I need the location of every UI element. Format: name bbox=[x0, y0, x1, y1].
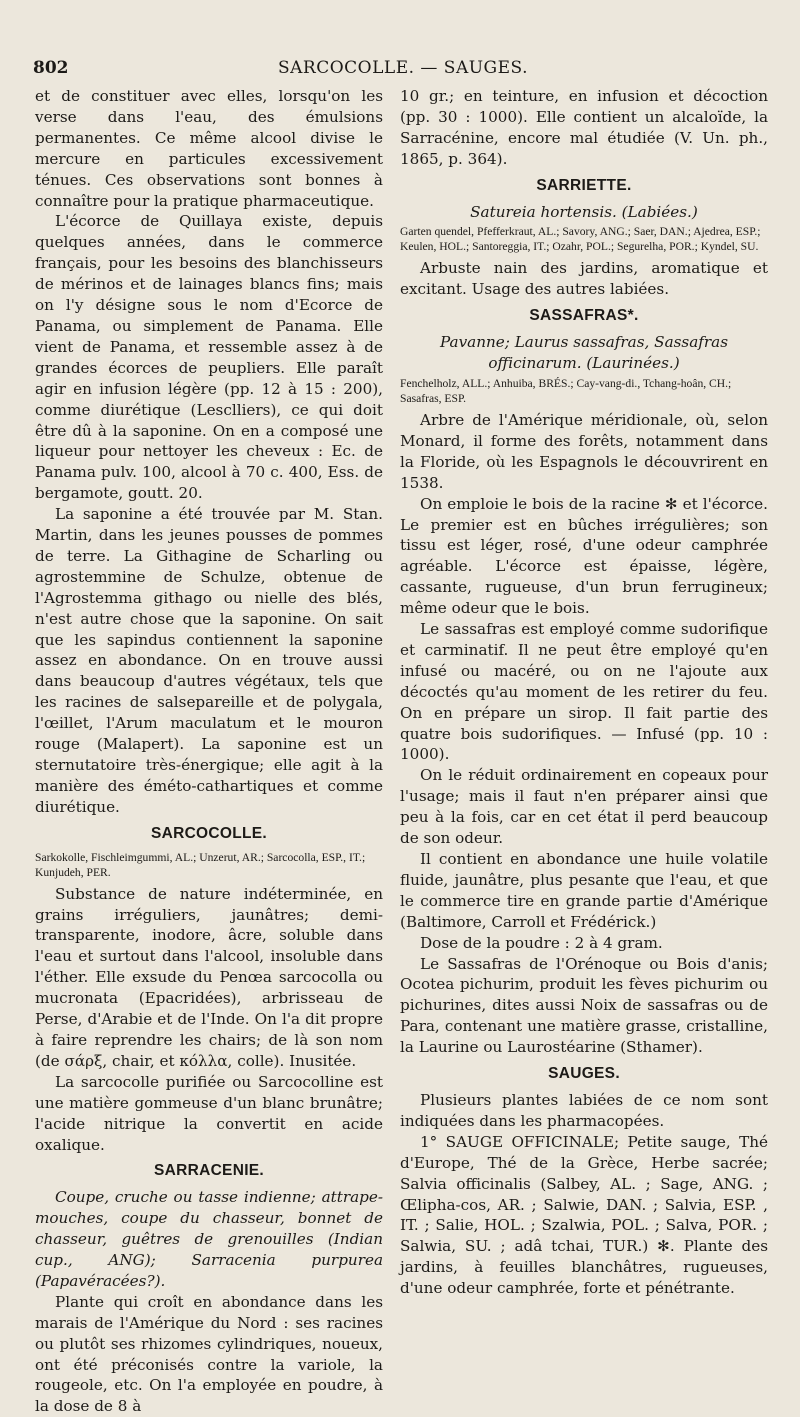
running-title: SARCOCOLLE. — SAUGES. bbox=[278, 58, 528, 78]
paragraph: 10 gr.; en teinture, en infusion et décoction (pp. 30 : 1000). Elle contient un alcaloïde, la Sarracénine, encore mal étudiée (V. Un. ph., 1865, p. 364). bbox=[400, 87, 768, 168]
paragraph: Plante qui croît en abondance dans les marais de l'Amérique du Nord : ses racines ou plutôt ses rhizomes cylindriques, noueux, ont été préconisés contre la variole, la rougeole, etc. On l'a employée en poudre, à la dose de 8 à bbox=[35, 1292, 383, 1416]
section-heading-sarriette: SARRIETTE. bbox=[536, 176, 632, 194]
page-number: 802 bbox=[33, 58, 69, 78]
synonym-names: Garten quendel, Pfefferkraut, AL.; Savory, ANG.; Saer, DAN.; Ajedrea, ESP.; Keulen, HOL.; Santoreggia, IT.; Ozahr, POL.; Segurelha, POR.; Kyndel, SU. bbox=[400, 225, 761, 254]
paragraph: On emploie le bois de la racine ✻ et l'écorce. Le premier est en bûches irrégulières; son tissu est léger, rosé, d'une odeur camphrée agréable. L'écorce est épaisse, légère, cassante, rugueuse, d'un brun ferrugineux; même odeur que le bois. bbox=[400, 494, 768, 618]
paragraph: Dose de la poudre : 2 à 4 gram. bbox=[420, 933, 663, 952]
paragraph: L'écorce de Quillaya existe, depuis quelques années, dans le commerce français, pour les besoins des blanchisseurs de mérinos et de lainages blancs fins; mais on l'y désigne sous le nom d'Ecorce de Panama, ou simplement de Panama. Elle vient de Panama, et ressemble assez à de grandes écorces de peupliers. Elle paraît agir en infusion légère (pp. 12 à 15 : 200), comme diurétique (Lesclliers), ce qui doit être dû à la saponine. On en a composé une liqueur pour nettoyer les cheveux : Ec. de Panama pulv. 100, alcool à 70 c. 400, Ess. de bergamote, goutt. 20. bbox=[35, 212, 383, 503]
section-heading-sauges: SAUGES. bbox=[548, 1065, 620, 1083]
section-heading-sarracenie: SARRACENIE. bbox=[153, 1162, 265, 1180]
paragraph: Substance de nature indéterminée, en grains irréguliers, jaunâtres; demi-transparente, inodore, âcre, soluble dans l'eau et surtout dans l'alcool, insoluble dans l'éther. Elle exsude du Penœa sarcocolla ou mucronata (Epacridées), arbrisseau de Perse, d'Arabie et de l'Inde. On l'a dit propre à faire reprendre les chairs; de là son nom (de σάρξ, chair, et κόλλα, colle). Inusitée. bbox=[35, 884, 383, 1070]
paragraph: Arbuste nain des jardins, aromatique et excitant. Usage des autres labiées. bbox=[400, 259, 768, 299]
paragraph: et de constituer avec elles, lorsqu'on les verse dans l'eau, des émulsions permanentes. Ce même alcool divise le mercure en particules excessivement ténues. Ces observations sont bonnes à connaître pour la pratique pharmaceutique. bbox=[35, 87, 383, 210]
paragraph: Arbre de l'Amérique méridionale, où, selon Monard, il forme des forêts, notamment dans la Floride, où les Espagnols le découvrirent en 1538. bbox=[400, 410, 768, 492]
paragraph: Le Sassafras de l'Orénoque ou Bois d'anis; Ocotea pichurim, produit les fèves pichurim ou pichurines, dites aussi Noix de sassafras ou de Para, contenant une matière grasse, cristalline, la Laurine ou Laurostéarine (Sthamer). bbox=[400, 954, 768, 1057]
synonym-names: Fenchelholz, ALL.; Anhuiba, BRÉS.; Cay-vang-di., Tchang-hoân, CH.; Sasafras, ESP. bbox=[400, 376, 732, 405]
page-header bbox=[33, 58, 778, 86]
section-heading-sassafras: SASSAFRAS*. bbox=[529, 307, 639, 325]
paragraph: 1° SAUGE OFFICINALE; Petite sauge, Thé d'Europe, Thé de la Grèce, Herbe sacrée; Salvia officinalis (Salbey, AL. ; Sage, ANG. ; Œlipha-cos, AR. ; Salwie, DAN. ; Salvia, ESP. , IT. ; Salie, HOL. ; Szalwia, POL. ; Salva, POR. ; Salwia, SU. ; adâ tchai, TUR.) ✻. Plante des jardins, à feuilles blanchâtres, rugueuses, d'une odeur camphrée, forte et pénétrante. bbox=[400, 1132, 768, 1298]
paragraph: Plusieurs plantes labiées de ce nom sont indiquées dans les pharmacopées. bbox=[400, 1090, 768, 1130]
paragraph: On le réduit ordinairement en copeaux pour l'usage; mais il faut n'en préparer ainsi que peu à la fois, car en cet état il perd beaucoup de son odeur. bbox=[400, 766, 768, 848]
synonym-line: Pavanne; Laurus sassafras, Sassafras officinarum. (Laurinées.) bbox=[439, 333, 728, 373]
right-column bbox=[400, 86, 768, 1299]
paragraph: La saponine a été trouvée par M. Stan. Martin, dans les jeunes pousses de pommes de terre. La Githagine de Scharling ou agrostemmine de Schulze, obtenue de l'Agrostemma githago ou nielle des blés, n'est autre chose que la saponine. On sait que les sapindus contiennent la saponine assez en abondance. On en trouve aussi dans beaucoup d'autres végétaux, tels que les racines de salsepareille et de polygala, l'œillet, l'Arum maculatum et le mouron rouge (Malapert). La saponine est un sternutatoire très-énergique; elle agit à la manière des éméto-cathartiques et comme diurétique. bbox=[35, 505, 383, 816]
synonym-line: Satureia hortensis. (Labiées.) bbox=[470, 202, 698, 221]
section-heading-sarcocolle: SARCOCOLLE. bbox=[150, 824, 268, 842]
paragraph: Il contient en abondance une huile volatile fluide, jaunâtre, plus pesante que l'eau, et que le commerce tire en grande partie d'Amérique (Baltimore, Carroll et Frédérick.) bbox=[400, 850, 768, 931]
left-column bbox=[35, 86, 383, 1417]
synonym-line: Coupe, cruche ou tasse indienne; attrape-mouches, coupe du chasseur, bonnet de chasseur, guêtres de grenouilles (Indian cup., ANG); Sarracenia purpurea (Papavéracées?). bbox=[35, 1188, 383, 1290]
paragraph: Le sassafras est employé comme sudorifique et carminatif. Il ne peut être employé qu'en infusé ou macéré, ou on ne l'ajoute aux décoctés qu'au moment de les retirer du feu. On en prépare un sirop. Il fait partie des quatre bois sudorifiques. — Infusé (pp. 10 : 1000). bbox=[400, 620, 768, 764]
synonym-names: Sarkokolle, Fischleimgummi, AL.; Unzerut, AR.; Sarcocolla, ESP., IT.; Kunjudeh, PER. bbox=[35, 850, 366, 879]
paragraph: La sarcocolle purifiée ou Sarcocolline est une matière gommeuse d'un blanc brunâtre; l'acide nitrique la convertit en acide oxalique. bbox=[35, 1072, 383, 1154]
